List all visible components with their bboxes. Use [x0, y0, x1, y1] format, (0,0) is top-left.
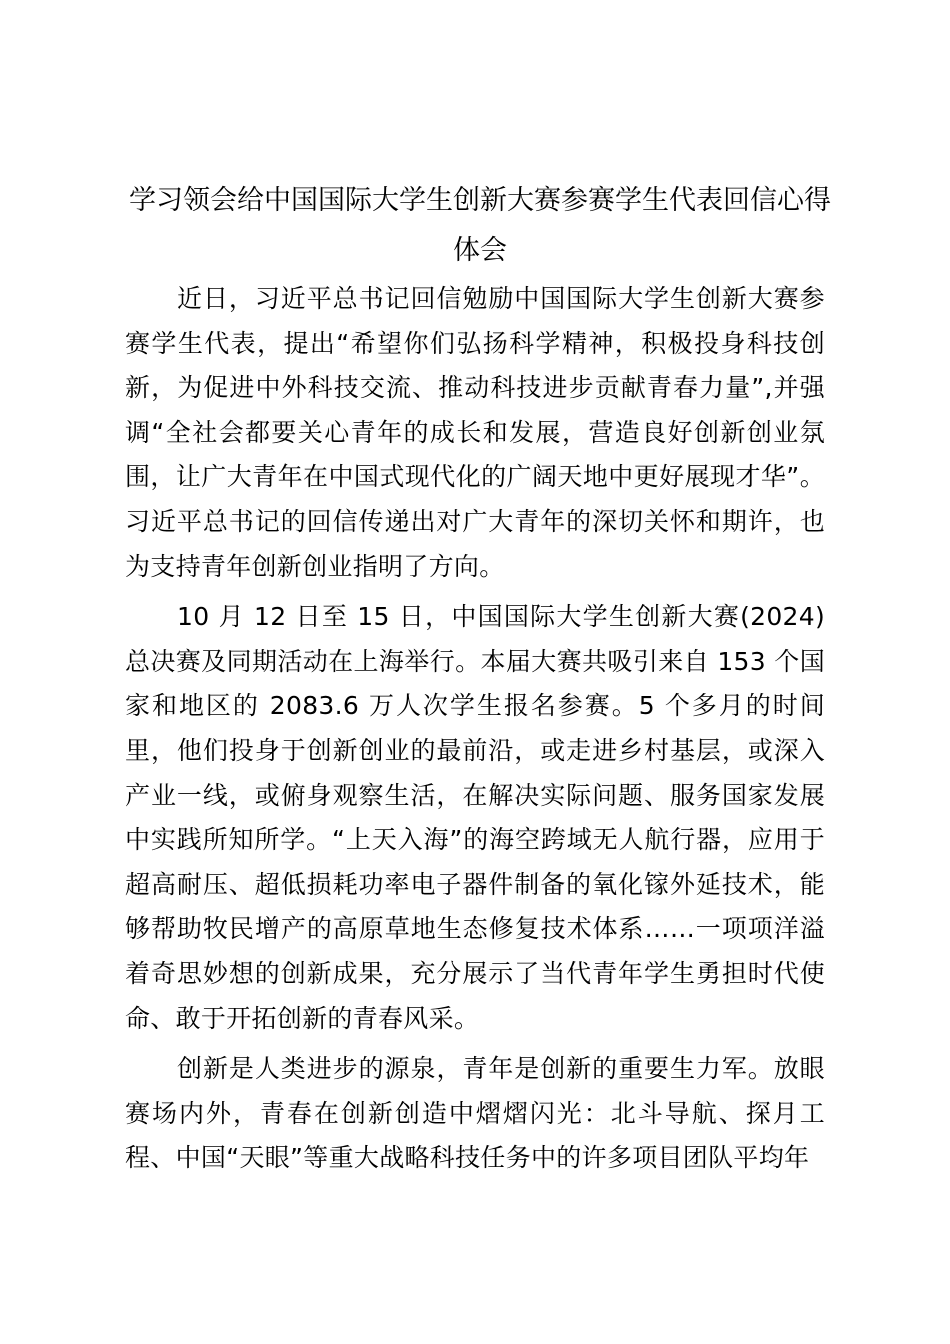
document-title: 学习领会给中国国际大学生创新大赛参赛学生代表回信心得体会 — [129, 185, 831, 266]
paragraph-2: 10 月 12 日至 15 日，中国国际大学生创新大赛(2024)总决赛及同期活动在上海举行。本届大赛共吸引来自 153 个国家和地区的 2083.6 万人次学生报名参赛。5 个多月的时间里，他们投身于创新创业的最前沿，或走进乡村基层，或深入产业一线，或俯身观察生活，在解决实际问题、服务国家发展中实践所知所学。“上天入海”的海空跨域无人航行器，应用于超高耐压、超低损耗功率电子器件制备的氧化镓外延技术，能够帮助牧民增产的高原草地生态修复技术体系……一项项洋溢着奇思妙想的创新成果，充分展示了当代青年学生勇担时代使命、敢于开拓创新的青春风采。 — [125, 602, 825, 1033]
paragraph-1: 近日，习近平总书记回信勉励中国国际大学生创新大赛参赛学生代表，提出“希望你们弘扬科学精神，积极投身科技创新，为促进中外科技交流、推动科技进步贡献青春力量”,并强调“全社会都要关心青年的成长和发展，营造良好创新创业氛围，让广大青年在中国式现代化的广阔天地中更好展现才华”。习近平总书记的回信传递出对广大青年的深切关怀和期许，也为支持青年创新创业指明了方向。 — [125, 284, 825, 581]
paragraph-3: 创新是人类进步的源泉，青年是创新的重要生力军。放眼赛场内外，青春在创新创造中熠熠闪光：北斗导航、探月工程、中国“天眼”等重大战略科技任务中的许多项目团队平均年 — [125, 1054, 825, 1173]
document-body — [125, 277, 825, 1181]
